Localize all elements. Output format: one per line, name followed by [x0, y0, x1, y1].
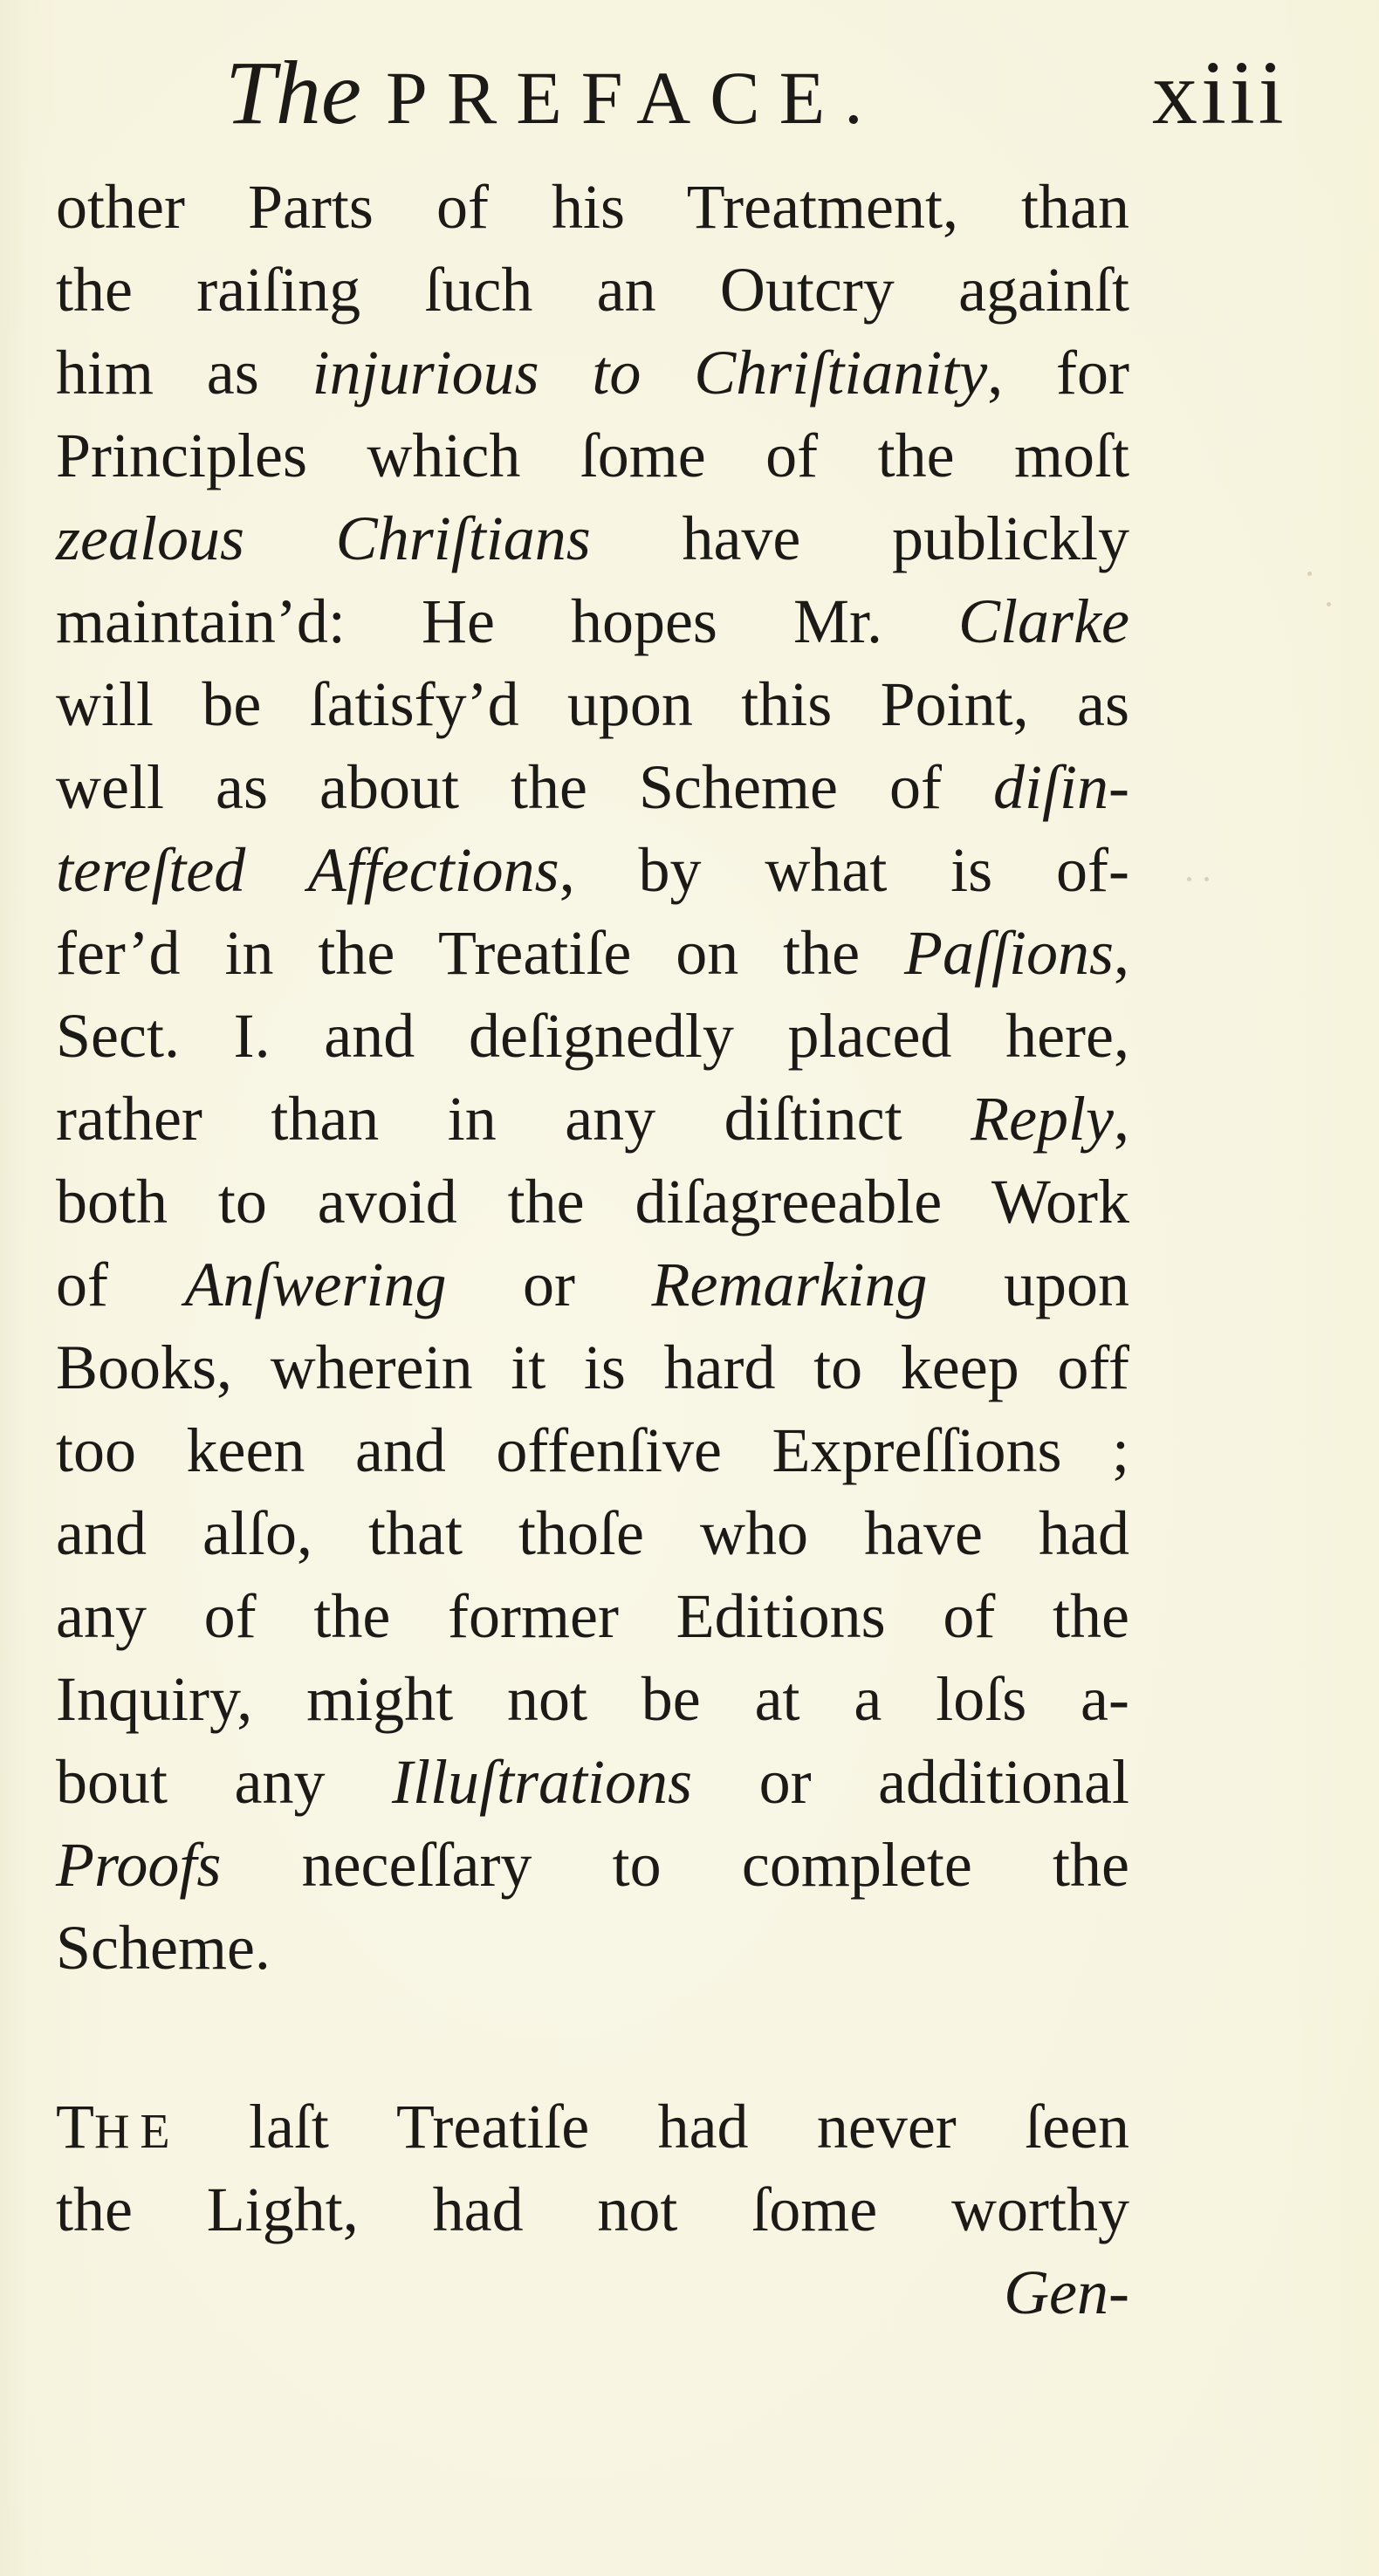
text-line [56, 2168, 1129, 2251]
paragraph-2 [56, 2086, 1129, 2251]
text-segment: Scheme. [56, 1913, 271, 1983]
text-line [56, 746, 1129, 829]
text-segment: bout any [56, 1747, 392, 1817]
text-segment: have publickly [590, 504, 1130, 573]
text-segment: maintain’d: He hopes Mr. [56, 586, 959, 656]
text-segment: the raiſing ſuch an Outcry againſt [56, 255, 1129, 325]
paragraph-1 [56, 166, 1129, 1990]
text-line [56, 1658, 1129, 1741]
text-segment: rather than in any diſtinct [56, 1084, 971, 1154]
text-segment: too keen and offenſive Expreſſions ; [56, 1415, 1129, 1485]
body-text [56, 166, 1129, 2334]
italic-text: Reply [971, 1084, 1114, 1154]
text-line [56, 580, 1129, 663]
text-segment: will be ſatisfy’d upon this Point, as [56, 669, 1129, 739]
paper-speck [1204, 877, 1209, 881]
text-line [56, 1243, 1129, 1326]
paper-speck [1327, 602, 1331, 606]
text-line [56, 995, 1129, 1078]
text-line [56, 497, 1129, 580]
text-line [56, 249, 1129, 332]
text-segment: , by what is of- [559, 835, 1129, 905]
text-segment: both to avoid the diſagreeable Work [56, 1167, 1129, 1237]
paragraph-gap [56, 1990, 1129, 2086]
text-line [56, 912, 1129, 995]
text-segment: any of the former Editions of the [56, 1581, 1129, 1651]
text-line [56, 166, 1129, 249]
italic-text: Proofs [56, 1830, 222, 1900]
text-segment: or additional [692, 1747, 1129, 1817]
text-line [56, 1409, 1129, 1492]
italic-text: diſin- [993, 752, 1129, 822]
text-segment: HE [93, 2105, 181, 2159]
italic-text: zealous Chriſtians [56, 504, 591, 573]
text-line [56, 1907, 1129, 1990]
italic-text: Anſwering [184, 1250, 447, 1319]
text-segment: , for [987, 338, 1129, 408]
text-segment: and alſo, that thoſe who have had [56, 1498, 1129, 1568]
running-title-the: The [225, 43, 361, 143]
text-segment: Inquiry, might not be at a loſs a- [56, 1664, 1129, 1734]
running-title [225, 45, 882, 146]
text-line [56, 332, 1129, 414]
text-segment: or [446, 1250, 652, 1319]
text-line [56, 1824, 1129, 1907]
text-segment: Books, wherein it is hard to keep off [56, 1333, 1129, 1402]
italic-text: Clarke [958, 586, 1129, 656]
text-line [56, 663, 1129, 746]
paper-speck [1307, 572, 1312, 576]
text-line [56, 2086, 1129, 2168]
text-segment: T [56, 2092, 94, 2162]
text-line [56, 414, 1129, 497]
text-line [56, 829, 1129, 912]
text-segment: laſt Treatiſe had never ſeen [180, 2092, 1129, 2162]
text-line [56, 1741, 1129, 1824]
page-number: xiii [1152, 43, 1287, 143]
text-segment: neceſſary to complete the [221, 1830, 1129, 1900]
page-header [0, 35, 1379, 148]
italic-text: injurious to Chriſtianity [312, 338, 988, 408]
paper-speck [1187, 877, 1191, 881]
text-line [56, 1161, 1129, 1243]
running-title-preface: PREFACE. [386, 56, 882, 140]
italic-text: tereſted Affections [56, 835, 559, 905]
text-segment: Principles which ſome of the moſt [56, 421, 1129, 490]
text-segment: of [56, 1250, 185, 1319]
italic-text: Remarking [651, 1250, 928, 1319]
catchword: Gen- [1004, 2257, 1129, 2327]
text-segment: upon [927, 1250, 1129, 1319]
text-segment: other Parts of his Treatment, than [56, 172, 1129, 242]
text-segment: him as [56, 338, 312, 408]
text-segment: , [1114, 1084, 1129, 1154]
italic-text: Paſſions [903, 918, 1114, 988]
text-segment: fer’d in the Treatiſe on the [56, 918, 904, 988]
text-segment: well as about the Scheme of [56, 752, 993, 822]
text-segment: Sect. I. and deſignedly placed here, [56, 1001, 1129, 1071]
text-line [56, 1575, 1129, 1658]
text-line [56, 1326, 1129, 1409]
text-line [56, 1078, 1129, 1161]
text-line [56, 1492, 1129, 1575]
text-segment: , [1114, 918, 1129, 988]
italic-text: Illuſtrations [392, 1747, 693, 1817]
text-segment: the Light, had not ſome worthy [56, 2175, 1129, 2244]
